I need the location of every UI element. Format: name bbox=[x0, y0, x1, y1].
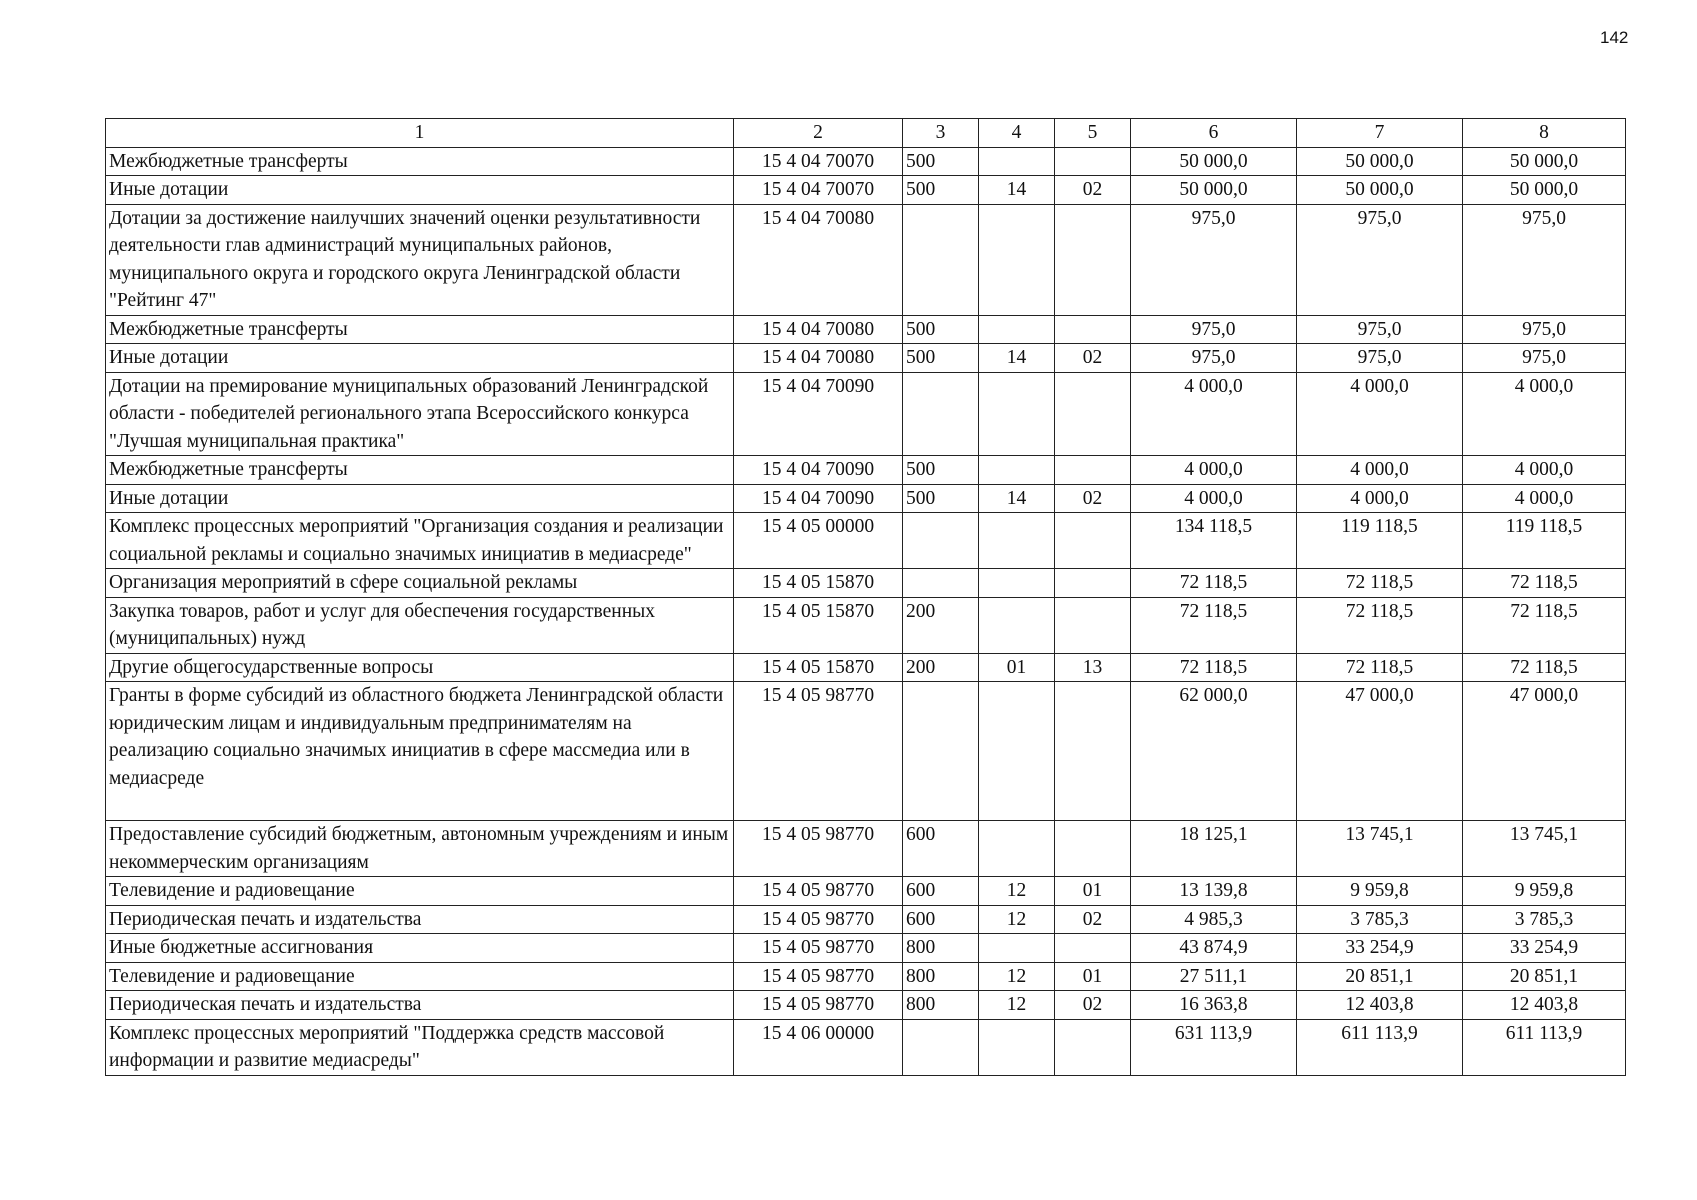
table-row bbox=[106, 821, 1626, 877]
row-section-cell bbox=[979, 147, 1055, 176]
row-section-cell: 14 bbox=[979, 344, 1055, 373]
row-code-cell: 15 4 04 70090 bbox=[734, 372, 903, 456]
row-code-cell: 15 4 05 98770 bbox=[734, 991, 903, 1020]
row-amount-col6: 4 000,0 bbox=[1131, 372, 1297, 456]
row-amount-col8: 119 118,5 bbox=[1463, 513, 1626, 569]
row-amount-col6: 27 511,1 bbox=[1131, 962, 1297, 991]
row-amount-col6: 43 874,9 bbox=[1131, 934, 1297, 963]
table-row bbox=[106, 513, 1626, 569]
row-code-cell: 15 4 05 98770 bbox=[734, 821, 903, 877]
row-code-cell: 15 4 04 70070 bbox=[734, 147, 903, 176]
header-row bbox=[106, 119, 1626, 148]
row-code-cell: 15 4 04 70090 bbox=[734, 456, 903, 485]
row-amount-col8: 12 403,8 bbox=[1463, 991, 1626, 1020]
table-row bbox=[106, 372, 1626, 456]
table-row bbox=[106, 653, 1626, 682]
row-expense-type-cell: 500 bbox=[903, 315, 979, 344]
row-subsection-cell bbox=[1055, 372, 1131, 456]
row-subsection-cell bbox=[1055, 821, 1131, 877]
row-name-cell: Дотации на премирование муниципальных образований Ленинградской области - победителей регионального этапа Всероссийского конкурса "Лучшая муниципальная практика" bbox=[106, 372, 734, 456]
row-code-cell: 15 4 04 70070 bbox=[734, 176, 903, 205]
row-expense-type-cell: 600 bbox=[903, 821, 979, 877]
row-expense-type-cell bbox=[903, 569, 979, 598]
row-amount-col8: 4 000,0 bbox=[1463, 456, 1626, 485]
row-amount-col7: 4 000,0 bbox=[1297, 456, 1463, 485]
row-amount-col6: 4 985,3 bbox=[1131, 905, 1297, 934]
row-amount-col7: 975,0 bbox=[1297, 315, 1463, 344]
row-expense-type-cell: 800 bbox=[903, 991, 979, 1020]
row-expense-type-cell: 800 bbox=[903, 934, 979, 963]
row-subsection-cell bbox=[1055, 315, 1131, 344]
row-code-cell: 15 4 05 98770 bbox=[734, 905, 903, 934]
row-code-cell: 15 4 05 98770 bbox=[734, 877, 903, 906]
table-row bbox=[106, 1019, 1626, 1075]
row-subsection-cell bbox=[1055, 456, 1131, 485]
row-amount-col7: 4 000,0 bbox=[1297, 372, 1463, 456]
row-name-cell: Иные дотации bbox=[106, 344, 734, 373]
table-row bbox=[106, 682, 1626, 821]
row-section-cell bbox=[979, 569, 1055, 598]
row-subsection-cell: 02 bbox=[1055, 905, 1131, 934]
row-name-cell: Иные дотации bbox=[106, 484, 734, 513]
row-amount-col7: 3 785,3 bbox=[1297, 905, 1463, 934]
row-expense-type-cell bbox=[903, 513, 979, 569]
row-amount-col6: 134 118,5 bbox=[1131, 513, 1297, 569]
row-code-cell: 15 4 04 70090 bbox=[734, 484, 903, 513]
table-row bbox=[106, 456, 1626, 485]
row-name-cell: Гранты в форме субсидий из областного бюджета Ленинградской области юридическим лицам и индивидуальным предпринимателям на реализацию социально значимых инициатив в сфере массмедиа или в медиасреде bbox=[106, 682, 734, 821]
table-row bbox=[106, 204, 1626, 315]
row-amount-col8: 9 959,8 bbox=[1463, 877, 1626, 906]
table-row bbox=[106, 315, 1626, 344]
row-name-cell: Периодическая печать и издательства bbox=[106, 991, 734, 1020]
row-amount-col7: 47 000,0 bbox=[1297, 682, 1463, 821]
row-amount-col7: 50 000,0 bbox=[1297, 147, 1463, 176]
row-name-cell: Телевидение и радиовещание bbox=[106, 877, 734, 906]
row-amount-col8: 50 000,0 bbox=[1463, 176, 1626, 205]
row-name-cell: Иные бюджетные ассигнования bbox=[106, 934, 734, 963]
budget-table bbox=[105, 118, 1626, 1076]
row-amount-col8: 13 745,1 bbox=[1463, 821, 1626, 877]
row-expense-type-cell: 500 bbox=[903, 147, 979, 176]
row-amount-col6: 631 113,9 bbox=[1131, 1019, 1297, 1075]
table-row bbox=[106, 344, 1626, 373]
row-amount-col6: 50 000,0 bbox=[1131, 176, 1297, 205]
row-expense-type-cell bbox=[903, 204, 979, 315]
row-expense-type-cell: 600 bbox=[903, 905, 979, 934]
row-section-cell bbox=[979, 597, 1055, 653]
row-subsection-cell: 02 bbox=[1055, 176, 1131, 205]
row-amount-col7: 975,0 bbox=[1297, 344, 1463, 373]
row-name-cell: Дотации за достижение наилучших значений оценки результативности деятельности глав администраций муниципальных районов, муниципального округа и городского округа Ленинградской области "Рейтинг 47" bbox=[106, 204, 734, 315]
row-amount-col6: 975,0 bbox=[1131, 315, 1297, 344]
row-name-cell: Периодическая печать и издательства bbox=[106, 905, 734, 934]
row-amount-col6: 975,0 bbox=[1131, 204, 1297, 315]
row-subsection-cell bbox=[1055, 1019, 1131, 1075]
row-subsection-cell bbox=[1055, 682, 1131, 821]
row-subsection-cell: 02 bbox=[1055, 484, 1131, 513]
row-amount-col7: 13 745,1 bbox=[1297, 821, 1463, 877]
row-section-cell bbox=[979, 204, 1055, 315]
row-amount-col8: 975,0 bbox=[1463, 204, 1626, 315]
header-cell: 4 bbox=[979, 119, 1055, 148]
row-code-cell: 15 4 05 15870 bbox=[734, 653, 903, 682]
row-amount-col7: 72 118,5 bbox=[1297, 653, 1463, 682]
row-section-cell bbox=[979, 315, 1055, 344]
row-amount-col7: 72 118,5 bbox=[1297, 597, 1463, 653]
row-section-cell: 12 bbox=[979, 991, 1055, 1020]
row-subsection-cell bbox=[1055, 147, 1131, 176]
row-section-cell bbox=[979, 513, 1055, 569]
row-subsection-cell: 01 bbox=[1055, 962, 1131, 991]
row-amount-col8: 72 118,5 bbox=[1463, 569, 1626, 598]
row-amount-col8: 975,0 bbox=[1463, 315, 1626, 344]
row-amount-col7: 119 118,5 bbox=[1297, 513, 1463, 569]
row-name-cell: Телевидение и радиовещание bbox=[106, 962, 734, 991]
row-subsection-cell: 01 bbox=[1055, 877, 1131, 906]
row-amount-col6: 13 139,8 bbox=[1131, 877, 1297, 906]
page-number: 142 bbox=[1600, 28, 1629, 47]
row-amount-col8: 611 113,9 bbox=[1463, 1019, 1626, 1075]
row-expense-type-cell: 500 bbox=[903, 176, 979, 205]
row-subsection-cell: 02 bbox=[1055, 991, 1131, 1020]
row-amount-col6: 72 118,5 bbox=[1131, 597, 1297, 653]
row-name-cell: Иные дотации bbox=[106, 176, 734, 205]
header-cell: 5 bbox=[1055, 119, 1131, 148]
table-row bbox=[106, 934, 1626, 963]
row-name-cell: Комплекс процессных мероприятий "Поддержка средств массовой информации и развитие медиасреды" bbox=[106, 1019, 734, 1075]
row-name-cell: Организация мероприятий в сфере социальной рекламы bbox=[106, 569, 734, 598]
row-amount-col8: 33 254,9 bbox=[1463, 934, 1626, 963]
row-amount-col7: 9 959,8 bbox=[1297, 877, 1463, 906]
row-expense-type-cell: 500 bbox=[903, 456, 979, 485]
row-amount-col6: 4 000,0 bbox=[1131, 456, 1297, 485]
table-row bbox=[106, 569, 1626, 598]
row-amount-col6: 72 118,5 bbox=[1131, 569, 1297, 598]
header-cell: 8 bbox=[1463, 119, 1626, 148]
row-amount-col7: 50 000,0 bbox=[1297, 176, 1463, 205]
row-subsection-cell bbox=[1055, 513, 1131, 569]
table-row bbox=[106, 962, 1626, 991]
row-section-cell: 12 bbox=[979, 877, 1055, 906]
row-section-cell bbox=[979, 682, 1055, 821]
row-code-cell: 15 4 05 15870 bbox=[734, 597, 903, 653]
row-amount-col7: 33 254,9 bbox=[1297, 934, 1463, 963]
row-code-cell: 15 4 05 98770 bbox=[734, 934, 903, 963]
row-amount-col7: 4 000,0 bbox=[1297, 484, 1463, 513]
table-row bbox=[106, 991, 1626, 1020]
row-name-cell: Другие общегосударственные вопросы bbox=[106, 653, 734, 682]
row-section-cell: 01 bbox=[979, 653, 1055, 682]
row-amount-col8: 47 000,0 bbox=[1463, 682, 1626, 821]
row-amount-col8: 975,0 bbox=[1463, 344, 1626, 373]
row-section-cell bbox=[979, 821, 1055, 877]
row-name-cell: Межбюджетные трансферты bbox=[106, 315, 734, 344]
table-row bbox=[106, 484, 1626, 513]
table-row bbox=[106, 597, 1626, 653]
row-expense-type-cell bbox=[903, 682, 979, 821]
row-section-cell bbox=[979, 1019, 1055, 1075]
row-subsection-cell bbox=[1055, 569, 1131, 598]
row-amount-col6: 975,0 bbox=[1131, 344, 1297, 373]
row-section-cell: 14 bbox=[979, 176, 1055, 205]
row-amount-col6: 72 118,5 bbox=[1131, 653, 1297, 682]
row-expense-type-cell: 500 bbox=[903, 344, 979, 373]
row-code-cell: 15 4 05 15870 bbox=[734, 569, 903, 598]
row-amount-col6: 4 000,0 bbox=[1131, 484, 1297, 513]
row-amount-col8: 4 000,0 bbox=[1463, 372, 1626, 456]
row-amount-col6: 62 000,0 bbox=[1131, 682, 1297, 821]
row-subsection-cell bbox=[1055, 597, 1131, 653]
row-section-cell bbox=[979, 934, 1055, 963]
row-amount-col8: 4 000,0 bbox=[1463, 484, 1626, 513]
row-amount-col8: 72 118,5 bbox=[1463, 653, 1626, 682]
table-row bbox=[106, 176, 1626, 205]
row-name-cell: Межбюджетные трансферты bbox=[106, 147, 734, 176]
row-expense-type-cell: 200 bbox=[903, 653, 979, 682]
row-code-cell: 15 4 04 70080 bbox=[734, 344, 903, 373]
row-subsection-cell bbox=[1055, 204, 1131, 315]
header-cell: 7 bbox=[1297, 119, 1463, 148]
row-amount-col6: 50 000,0 bbox=[1131, 147, 1297, 176]
row-expense-type-cell: 800 bbox=[903, 962, 979, 991]
row-amount-col8: 50 000,0 bbox=[1463, 147, 1626, 176]
header-cell: 2 bbox=[734, 119, 903, 148]
row-section-cell bbox=[979, 372, 1055, 456]
row-expense-type-cell bbox=[903, 1019, 979, 1075]
header-cell: 6 bbox=[1131, 119, 1297, 148]
row-name-cell: Комплекс процессных мероприятий "Организация создания и реализации социальной рекламы и социально значимых инициатив в медиасреде" bbox=[106, 513, 734, 569]
row-code-cell: 15 4 05 98770 bbox=[734, 962, 903, 991]
row-section-cell: 12 bbox=[979, 905, 1055, 934]
header-cell: 3 bbox=[903, 119, 979, 148]
row-name-cell: Предоставление субсидий бюджетным, автономным учреждениям и иным некоммерческим организациям bbox=[106, 821, 734, 877]
row-code-cell: 15 4 06 00000 bbox=[734, 1019, 903, 1075]
row-section-cell: 14 bbox=[979, 484, 1055, 513]
row-amount-col6: 16 363,8 bbox=[1131, 991, 1297, 1020]
row-code-cell: 15 4 04 70080 bbox=[734, 315, 903, 344]
table-row bbox=[106, 877, 1626, 906]
row-amount-col7: 975,0 bbox=[1297, 204, 1463, 315]
row-subsection-cell bbox=[1055, 934, 1131, 963]
row-amount-col8: 3 785,3 bbox=[1463, 905, 1626, 934]
row-name-cell: Межбюджетные трансферты bbox=[106, 456, 734, 485]
row-amount-col6: 18 125,1 bbox=[1131, 821, 1297, 877]
row-amount-col7: 611 113,9 bbox=[1297, 1019, 1463, 1075]
row-expense-type-cell: 600 bbox=[903, 877, 979, 906]
row-amount-col7: 72 118,5 bbox=[1297, 569, 1463, 598]
row-code-cell: 15 4 04 70080 bbox=[734, 204, 903, 315]
row-amount-col7: 12 403,8 bbox=[1297, 991, 1463, 1020]
row-code-cell: 15 4 05 98770 bbox=[734, 682, 903, 821]
row-expense-type-cell bbox=[903, 372, 979, 456]
row-amount-col8: 72 118,5 bbox=[1463, 597, 1626, 653]
row-expense-type-cell: 200 bbox=[903, 597, 979, 653]
header-cell: 1 bbox=[106, 119, 734, 148]
row-name-cell: Закупка товаров, работ и услуг для обеспечения государственных (муниципальных) нужд bbox=[106, 597, 734, 653]
row-amount-col7: 20 851,1 bbox=[1297, 962, 1463, 991]
row-amount-col8: 20 851,1 bbox=[1463, 962, 1626, 991]
row-expense-type-cell: 500 bbox=[903, 484, 979, 513]
row-subsection-cell: 13 bbox=[1055, 653, 1131, 682]
row-section-cell bbox=[979, 456, 1055, 485]
row-code-cell: 15 4 05 00000 bbox=[734, 513, 903, 569]
table-row bbox=[106, 147, 1626, 176]
row-subsection-cell: 02 bbox=[1055, 344, 1131, 373]
row-section-cell: 12 bbox=[979, 962, 1055, 991]
table-row bbox=[106, 905, 1626, 934]
